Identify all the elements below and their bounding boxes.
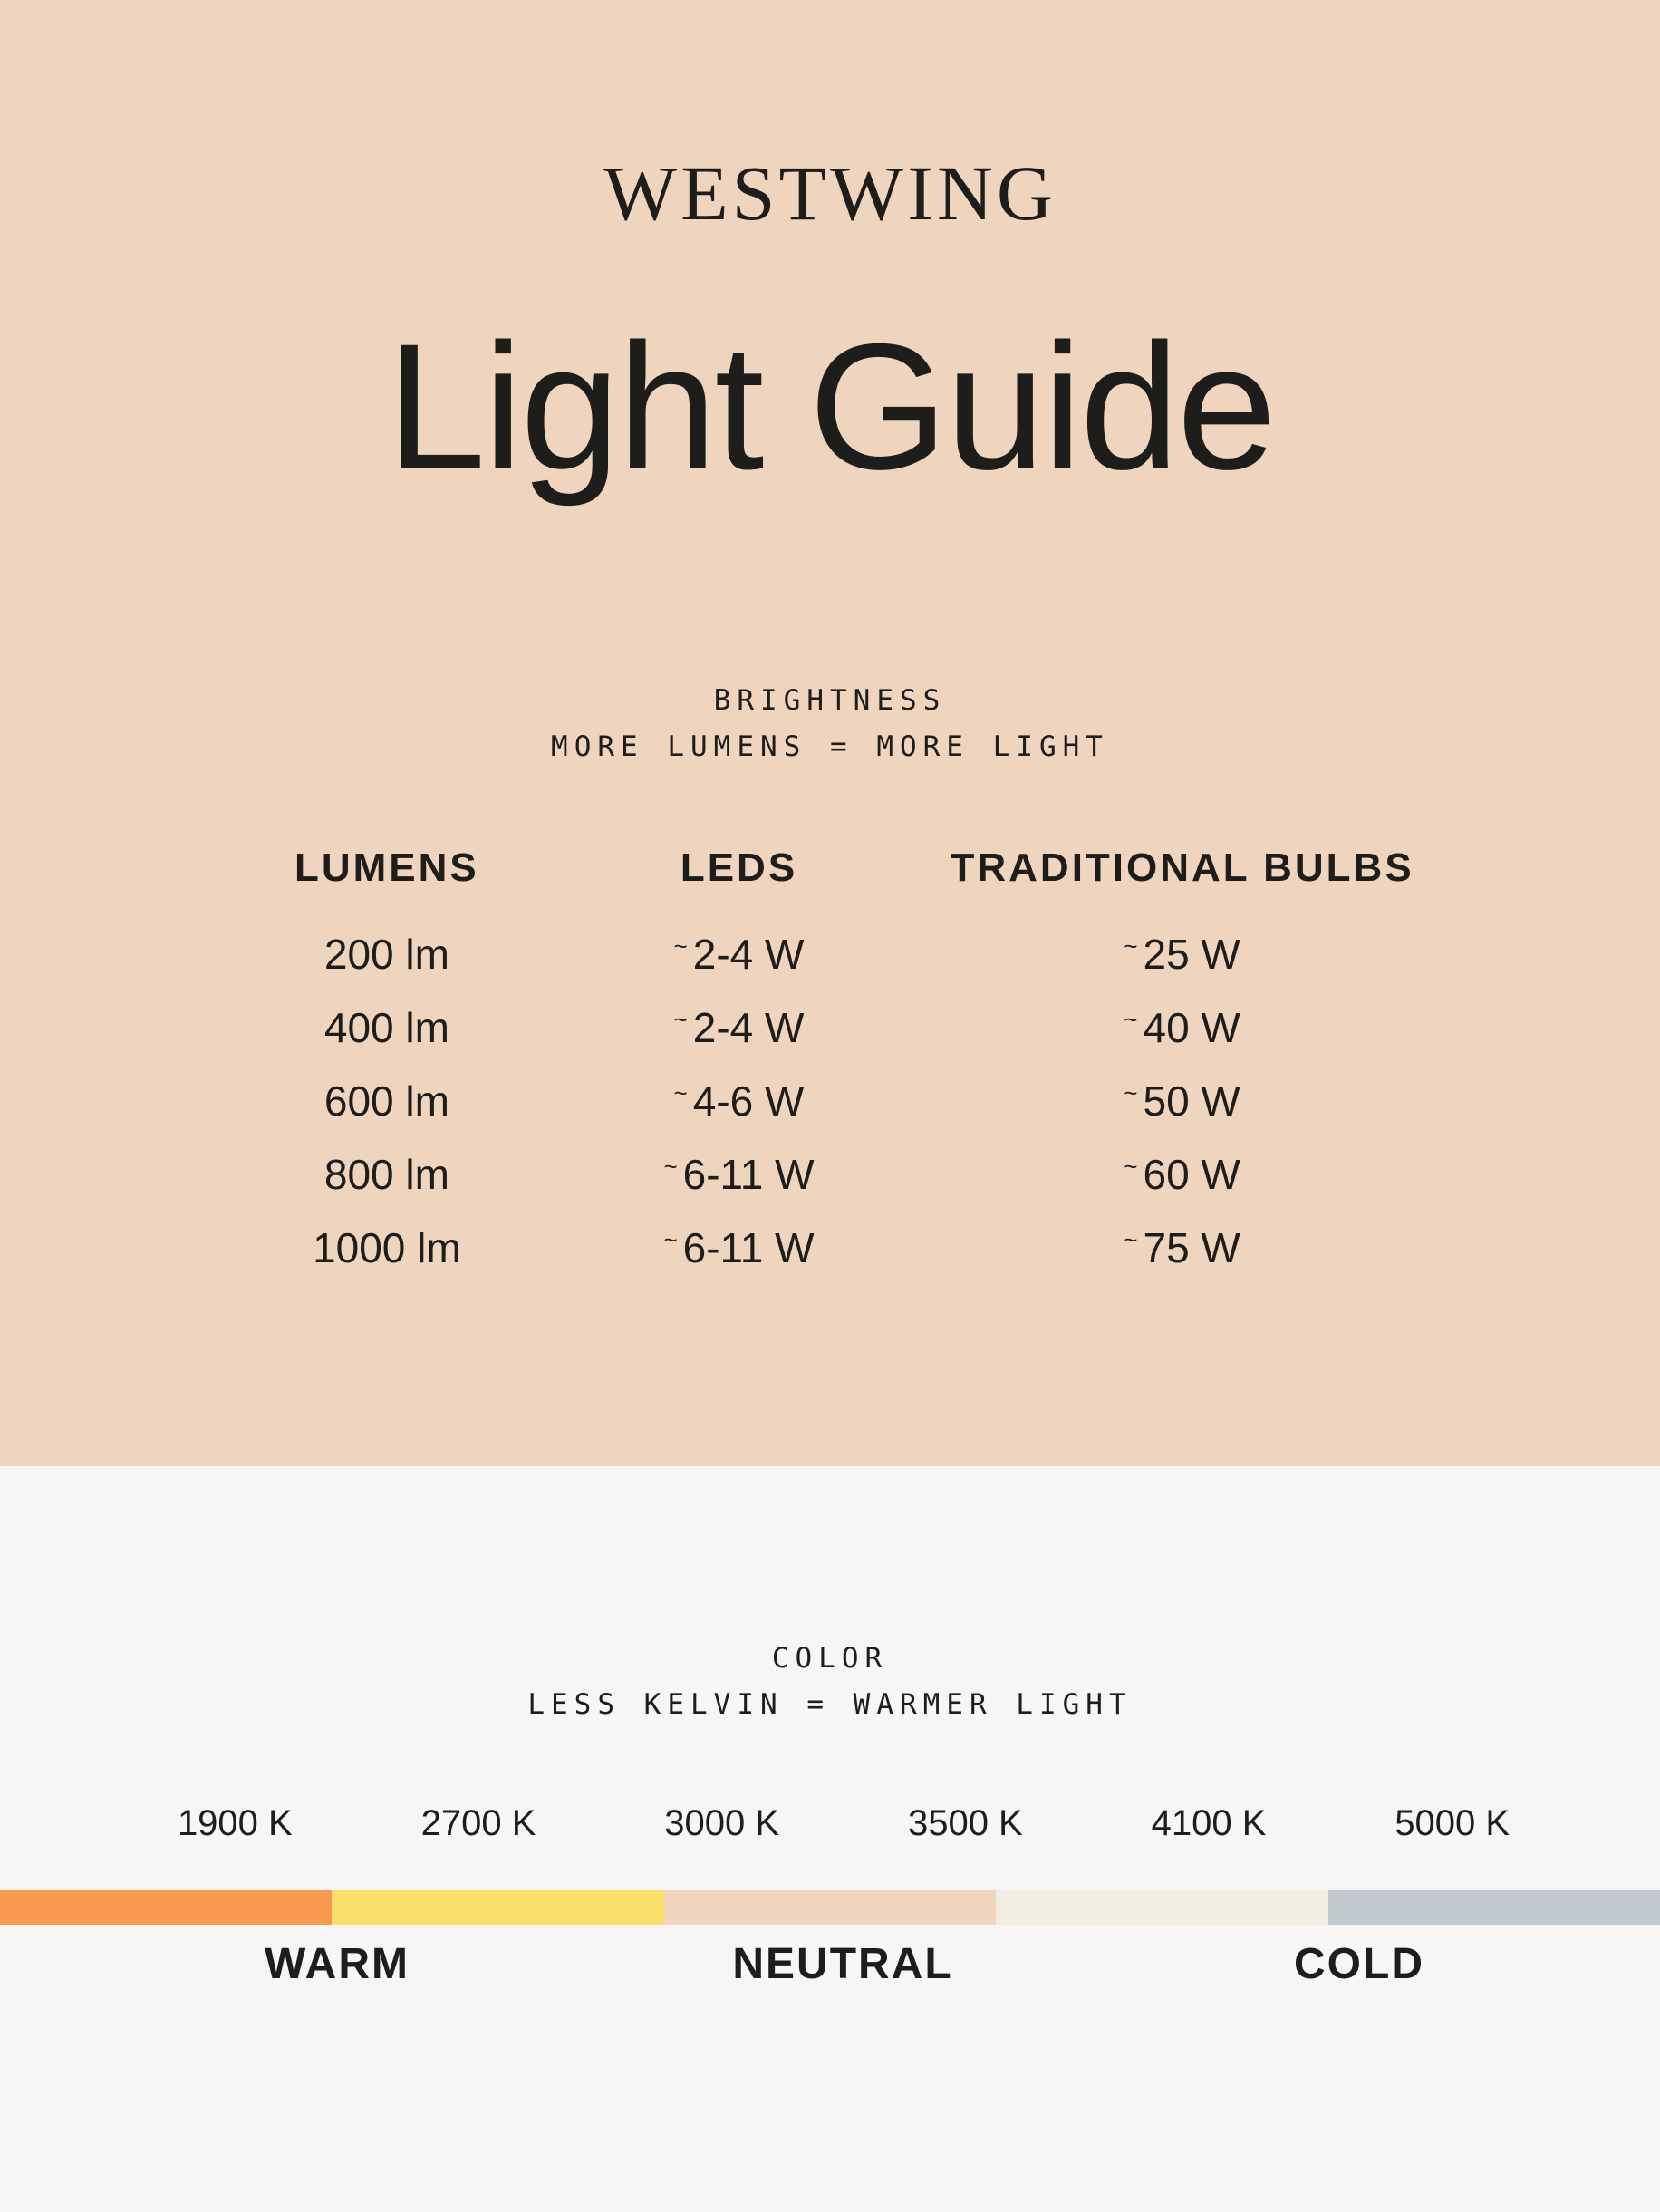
table-header-row (223, 843, 1437, 893)
led-wattage: ~ 6-11 W (663, 1223, 815, 1271)
temperature-label-neutral: NEUTRAL (732, 1940, 953, 1988)
brightness-subheading: MORE LUMENS = MORE LIGHT (551, 730, 1109, 764)
approx-tilde: ~ (673, 1005, 688, 1033)
brightness-heading: BRIGHTNESS (713, 684, 947, 717)
color-heading: COLOR (771, 1642, 889, 1675)
color-subheading: LESS KELVIN = WARMER LIGHT (527, 1688, 1133, 1722)
kelvin-label-1900: 1900 K (177, 1803, 293, 1843)
bar-segment-cold-gray (1328, 1890, 1660, 1925)
approx-tilde: ~ (1124, 932, 1138, 960)
bulb-wattage: ~ 50 W (1124, 1077, 1240, 1125)
bulb-wattage: ~ 75 W (1124, 1223, 1240, 1271)
bar-segment-neutral-cream (996, 1890, 1327, 1925)
led-wattage: ~ 6-11 W (663, 1150, 815, 1198)
temperature-label-cold: COLD (1294, 1940, 1424, 1988)
approx-tilde: ~ (673, 932, 688, 960)
lumens-value: 800 lm (323, 1150, 449, 1198)
column-header-leds: LEDS (680, 845, 798, 890)
bar-segment-warm-orange (0, 1890, 332, 1925)
lumens-value: 400 lm (323, 1003, 449, 1051)
approx-tilde: ~ (1124, 1005, 1138, 1033)
table-row (223, 1064, 1437, 1137)
kelvin-label-2700: 2700 K (420, 1803, 536, 1843)
kelvin-label-3000: 3000 K (664, 1803, 780, 1843)
table-body (223, 917, 1437, 1284)
temperature-label-warm: WARM (265, 1940, 410, 1988)
column-header-traditional-bulbs: TRADITIONAL BULBS (950, 845, 1414, 890)
kelvin-scale-labels (0, 1803, 1660, 1844)
approx-tilde: ~ (673, 1078, 688, 1106)
brand-logo: WESTWING (603, 150, 1057, 237)
kelvin-label-3500: 3500 K (907, 1803, 1023, 1843)
column-header-lumens: LUMENS (294, 845, 479, 890)
lumens-table (223, 843, 1437, 1284)
color-section (0, 1466, 1660, 2212)
bulb-wattage: ~ 40 W (1124, 1003, 1240, 1051)
page-title: Light Guide (386, 306, 1274, 507)
led-wattage: ~ 4-6 W (673, 1077, 805, 1125)
table-row (223, 1137, 1437, 1211)
brightness-intro (0, 678, 1660, 770)
led-wattage: ~ 2-4 W (673, 930, 805, 978)
kelvin-label-4100: 4100 K (1151, 1803, 1267, 1843)
led-wattage: ~ 2-4 W (673, 1003, 805, 1051)
bar-segment-warm-yellow (332, 1890, 663, 1925)
color-intro (0, 1636, 1660, 1728)
table-row (223, 1211, 1437, 1284)
approx-tilde: ~ (1124, 1225, 1138, 1253)
bar-segment-neutral-peach (664, 1890, 996, 1925)
kelvin-label-5000: 5000 K (1395, 1803, 1510, 1843)
lumens-value: 200 lm (323, 930, 449, 978)
approx-tilde: ~ (663, 1225, 678, 1253)
approx-tilde: ~ (663, 1152, 678, 1180)
table-row (223, 990, 1437, 1064)
approx-tilde: ~ (1124, 1152, 1138, 1180)
bulb-wattage: ~ 25 W (1124, 930, 1240, 978)
lumens-value: 1000 lm (313, 1223, 461, 1271)
lumens-value: 600 lm (323, 1077, 449, 1125)
bulb-wattage: ~ 60 W (1124, 1150, 1240, 1198)
color-temperature-bar (0, 1890, 1660, 1925)
table-row (223, 917, 1437, 990)
approx-tilde: ~ (1124, 1078, 1138, 1106)
